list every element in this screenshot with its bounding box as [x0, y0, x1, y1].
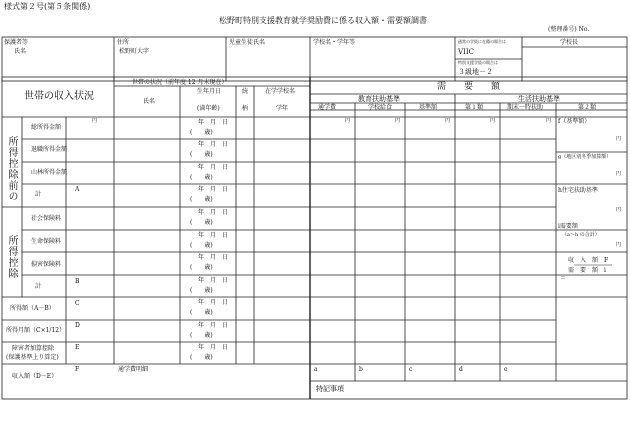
living-standard-title: 生活扶助基準: [518, 95, 560, 103]
age-entry: ( 歳): [190, 354, 213, 361]
student-name-label: 児童生徒氏名: [229, 39, 266, 46]
class2-header: 第２類: [578, 104, 597, 111]
i-demand-label: i需要額: [558, 223, 578, 230]
disability-add-label-a: 障害者加算控除: [12, 345, 55, 352]
commute-cost-header: 通学費: [318, 104, 337, 111]
row-letter-e: E: [75, 344, 80, 351]
guardian-name-label: 氏名: [14, 48, 27, 55]
income-amount-label: 所得額（A－B）: [10, 305, 55, 312]
class-label-a: 通常の学級に在籍の場合は: [458, 39, 506, 44]
age-entry: ( 歳): [190, 264, 213, 271]
dob-entry: 年 月 日: [198, 299, 229, 306]
dob-entry: 年 月 日: [198, 344, 229, 351]
yen-mark-base: 円: [445, 118, 451, 124]
dob-entry: 年 月 日: [198, 209, 229, 216]
dob-column-header: 生年月日: [197, 88, 222, 95]
dob-entry: 年 月 日: [198, 119, 229, 126]
level-value: ３級地－２: [458, 68, 493, 76]
school-grade-label: 学校名・学年等: [313, 39, 356, 46]
demand-title: 需 要 額: [437, 82, 501, 92]
education-standard-title: 教育扶助基準: [358, 95, 400, 103]
bottom-letter-d: d: [459, 366, 463, 373]
yen-mark-g: 円: [616, 171, 622, 177]
yen-mark-commute: 円: [345, 118, 351, 124]
class-label-b: 特別支援学級の場合は: [458, 60, 498, 65]
subtotal-label-b: 計: [35, 283, 42, 290]
relation-column-header-b: 柄: [242, 105, 249, 112]
gross-salary-label: 総所得金額: [31, 124, 62, 131]
household-status-label: 世帯の状況（前年度 12 月末現在）: [132, 79, 228, 86]
address-label: 住所: [117, 39, 130, 46]
grade-column-header: 学年: [276, 105, 289, 112]
age-entry: ( 歳): [190, 332, 213, 339]
base-amount-header: 基準額: [419, 104, 438, 111]
age-entry: ( 歳): [190, 196, 213, 203]
age-entry: ( 歳): [190, 242, 213, 249]
school-column-header: 在学学校名: [265, 88, 296, 95]
bottom-letter-c: c: [409, 366, 413, 373]
ratio-equals: ＝: [560, 275, 567, 282]
ratio-income-label: 収 入 額 F: [568, 257, 609, 264]
g-winter-addition-label: g（地区別冬季加算額）: [558, 154, 612, 160]
dob-entry: 年 月 日: [198, 322, 229, 329]
forest-income-label: 山林所得金額: [31, 169, 68, 176]
row-letter-a: A: [75, 186, 80, 193]
yen-mark-gross: 円: [92, 118, 98, 124]
household-income-title: 世帯の収入状況: [24, 91, 94, 102]
bottom-letter-a: a: [314, 366, 318, 373]
yen-mark-yearend: 円: [546, 118, 552, 124]
dob-entry: 年 月 日: [198, 232, 229, 239]
social-insurance-label: 社会保険料: [31, 215, 62, 222]
yen-mark-h: 円: [616, 207, 622, 213]
remarks-label: 特記事項: [316, 385, 344, 393]
yen-mark-f: 円: [616, 136, 622, 142]
f-base-amount-label: f（基準額）: [558, 118, 591, 125]
h-housing-standard-label: h住宅扶助基準: [558, 187, 598, 194]
row-letter-c: C: [75, 300, 80, 307]
dob-entry: 年 月 日: [198, 254, 229, 261]
row-letter-f: F: [75, 366, 80, 373]
age-entry: ( 歳): [190, 287, 213, 294]
earthquake-insurance-label: 損害保険料: [31, 261, 62, 268]
row-letter-d: D: [75, 322, 80, 329]
guardian-label: 保護者等: [4, 39, 29, 46]
age-entry: ( 歳): [190, 219, 213, 226]
relation-column-header-a: 続: [242, 88, 249, 95]
income-total-label: 収入額（D－E）: [12, 373, 58, 380]
class1-header: 第１類: [465, 104, 484, 111]
retirement-income-label: 退職所得金額: [31, 146, 68, 153]
address-value: 松野町大字: [119, 48, 150, 55]
yen-mark-lunch: 円: [395, 118, 401, 124]
name-column-header: 氏名: [143, 98, 156, 105]
reference-number: (整理番号) No.: [548, 26, 590, 33]
age-entry: ( 歳): [190, 151, 213, 158]
ratio-demand-label: 需 要 額 i: [568, 267, 606, 274]
row-letter-b: B: [75, 278, 80, 285]
life-insurance-label: 生命保険料: [31, 238, 62, 245]
age-entry: ( 歳): [190, 174, 213, 181]
bottom-letter-b: b: [359, 366, 363, 373]
dob-entry: 年 月 日: [198, 164, 229, 171]
disability-add-label-b: (保護基準上り算定): [6, 354, 59, 361]
age-entry: ( 歳): [190, 309, 213, 316]
principal-label: 学校長: [560, 39, 579, 46]
dob-entry: 年 月 日: [198, 186, 229, 193]
form-number: 様式第２号(第５条関係): [4, 2, 91, 11]
class-value: VIIC: [458, 48, 474, 56]
yearend-allowance-header: 期末一時扶助: [507, 104, 544, 111]
commute-detail-label: 通学費明細: [118, 366, 149, 373]
school-lunch-header: 学校給食: [368, 104, 393, 111]
yen-mark-class1: 円: [490, 118, 496, 124]
monthly-income-label: 所得月額（C×1/12）: [6, 327, 66, 334]
dob-entry: 年 月 日: [198, 141, 229, 148]
subtotal-label-a: 計: [35, 191, 42, 198]
before-deduction-label: 所得控除前の: [6, 136, 17, 202]
bottom-letter-e: e: [504, 366, 508, 373]
dob-entry: 年 月 日: [198, 277, 229, 284]
form-title: 松野町特別支援教育就学奨励費に係る収入額・需要額調書: [219, 16, 427, 25]
i-demand-sum-label: （a～h の合計）: [562, 232, 600, 238]
age-entry: ( 歳): [190, 129, 213, 136]
deduction-title: 所得控除: [6, 235, 17, 279]
age-column-header: (満年齢): [197, 105, 220, 112]
yen-mark-i: 円: [616, 242, 622, 248]
